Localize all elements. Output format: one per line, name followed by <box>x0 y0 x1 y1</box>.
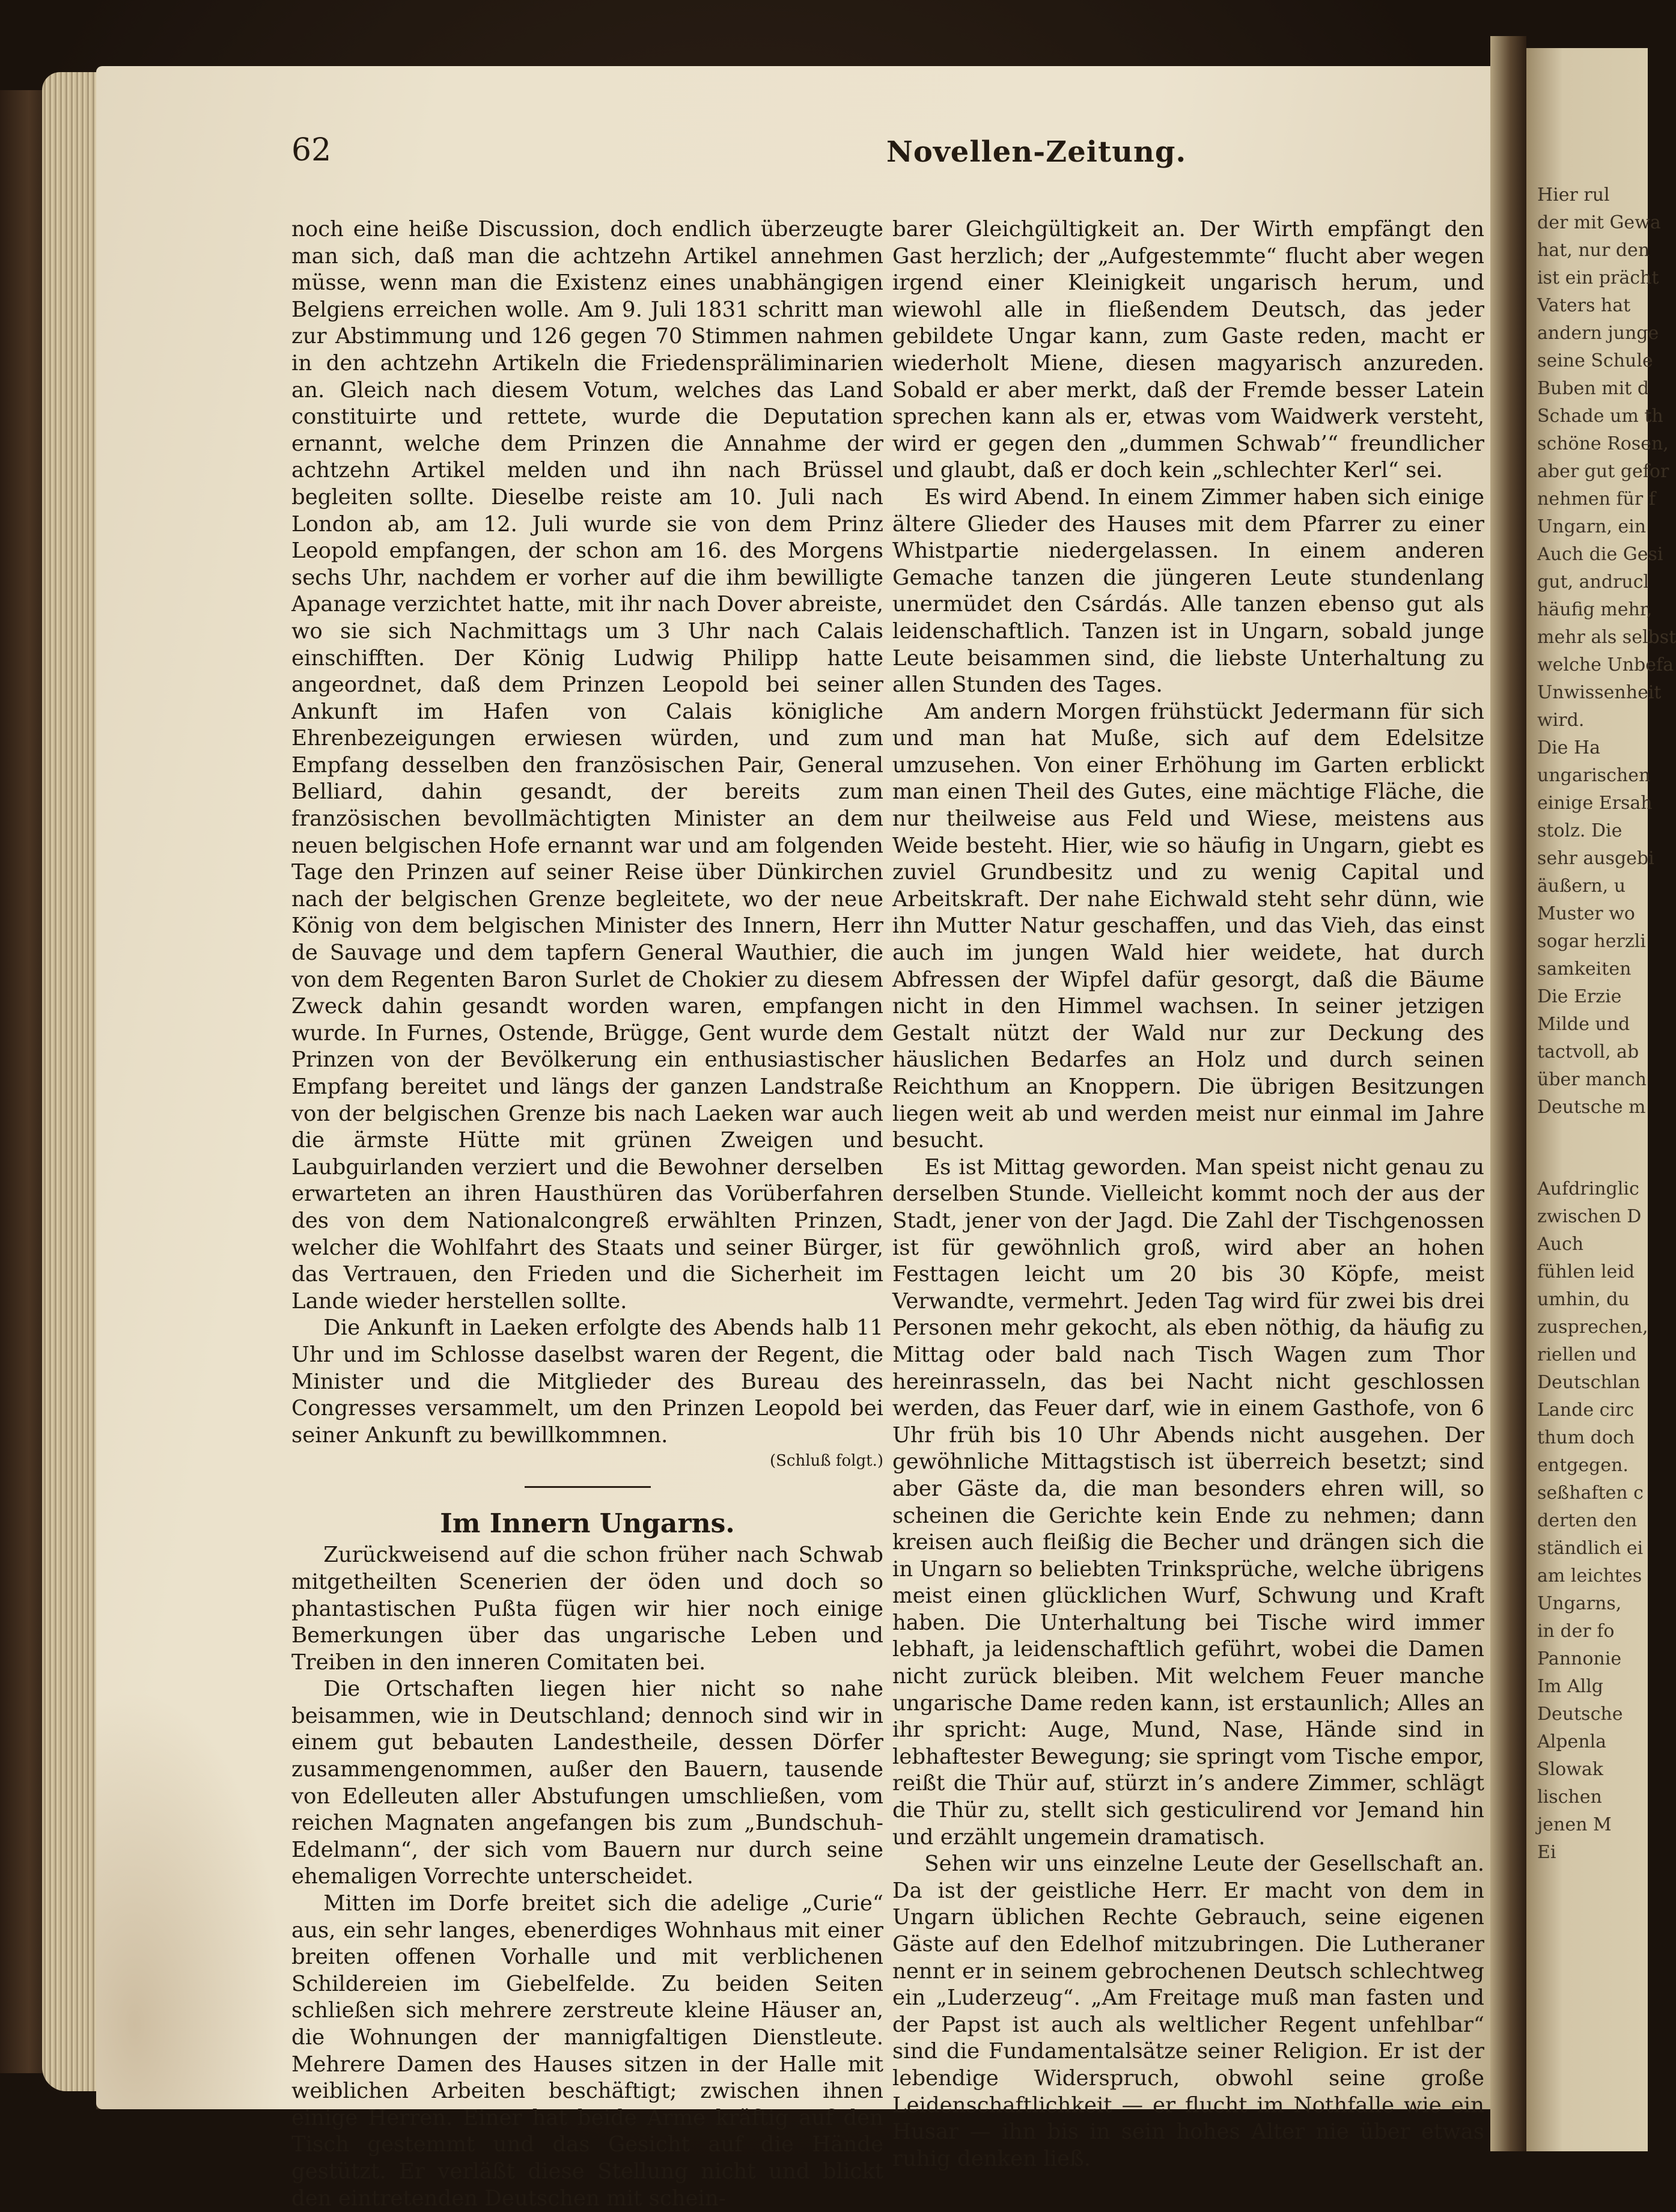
facing-page-fragment: sogar herzli <box>1537 931 1646 952</box>
facing-page-fragment: Lande circ <box>1537 1400 1635 1421</box>
facing-page-fragment: andern junge <box>1537 323 1659 344</box>
continuation-note: (Schluß folgt.) <box>769 1452 883 1470</box>
facing-page-fragment: Hier rul <box>1537 184 1610 206</box>
book-page <box>96 66 1508 2211</box>
left-paragraph: Die Ankunft in Laeken erfolgte des Abends halb 11 Uhr und im Schlosse daselbst waren der Regent, die Minister und die Mitglieder des Bureau des Congresses versammelt, um den Prinzen Leopold bei seiner Ankunft zu bewillkommnen. <box>291 1315 883 1448</box>
left-paragraph: Die Ortschaften liegen hier nicht so nahe beisammen, wie in Deutschland; dennoch sind wir in einem gut bebauten Landestheile, dessen Dörfer zusammengenommen, außer den Bauern, tausende von Edelleuten aller Abstufungen umschließen, vom reichen Magnaten angefangen bis zum „Bundschuh-Edelmann“, der sich vom Bauern nur durch seine ehemaligen Vorrechte unterscheidet. <box>291 1677 883 1889</box>
facing-page-fragment: fühlen leid <box>1537 1261 1635 1282</box>
facing-page-fragment: riellen und <box>1537 1344 1637 1365</box>
facing-page-fragment: Im Allg <box>1537 1676 1603 1697</box>
facing-page-fragment: äußern, u <box>1537 876 1626 897</box>
facing-page-fragment: Muster wo <box>1537 903 1635 924</box>
facing-page-fragment: nehmen für f <box>1537 489 1656 510</box>
facing-page-fragment: seßhaften c <box>1537 1482 1644 1504</box>
left-paragraph: Zurückweisend auf die schon früher nach Schwab mitgetheilten Scenerien der öden und doch so phantastischen Pußta fügen wir hier noch einige Bemerkungen über das ungarische Leben und Treiben in den inneren Comitaten bei. <box>291 1543 883 1675</box>
facing-page-fragment: welche Unbefa <box>1537 654 1674 675</box>
right-paragraph: Am andern Morgen frühstückt Jedermann für sich und man hat Muße, sich auf dem Edelsitze umzusehen. Von einer Erhöhung im Garten erblickt man einen Theil des Gutes, eine mächtige Fläche, die nur theilweise aus Feld und Wiese, meistens aus Weide besteht. Hier, wie so häufig in Ungarn, giebt es zuviel Grundbesitz und zu wenig Capital und Arbeitskraft. Der nahe Eichwald steht sehr dünn, wie ihn Mutter Natur geschaffen, und das Vieh, das einst auch im jungen Wald hier weidete, hat durch Abfressen der Wipfel dafür gesorgt, daß die Bäume nicht in den Himmel wachsen. In seiner jetzigen Gestalt nützt der Wald nur zur Deckung des häuslichen Bedarfes an Holz und durch seinen Reichthum an Knoppern. Die übrigen Besitzungen liegen weit ab und werden meist nur einmal im Jahre besucht. <box>892 699 1484 1153</box>
facing-page-fragment: thum doch <box>1537 1427 1635 1448</box>
section-divider <box>525 1486 651 1488</box>
facing-page-fragment: Deutsche m <box>1537 1097 1646 1118</box>
facing-page-edge <box>1526 48 1676 2151</box>
facing-page-fragment: hat, nur den <box>1537 240 1650 261</box>
facing-page-fragment: Die Ha <box>1537 737 1600 758</box>
facing-page-fragment: gut, andrucl <box>1537 571 1650 593</box>
facing-page-fragment: Die Erzie <box>1537 986 1622 1007</box>
facing-page-fragment: zwischen D <box>1537 1206 1642 1227</box>
facing-page-fragment: Auch die Gesi <box>1537 544 1663 565</box>
facing-page-fragment: samkeiten <box>1537 958 1632 980</box>
book-gutter <box>1490 36 1526 2151</box>
facing-page-fragment: aber gut gefor <box>1537 461 1669 482</box>
facing-page-fragment: mehr als selbst <box>1537 627 1676 648</box>
facing-page-fragment: schöne Rosen, <box>1537 433 1669 454</box>
facing-page-fragment: Slowak <box>1537 1759 1603 1780</box>
facing-page-fragment: Pannonie <box>1537 1648 1622 1669</box>
right-column <box>892 216 1484 2172</box>
facing-page-fragment: häufig mehr, <box>1537 599 1653 620</box>
facing-page-fragment: ungarischen <box>1537 765 1651 786</box>
facing-page-fragment: sehr ausgebi <box>1537 848 1654 869</box>
facing-page-fragment: ständlich ei <box>1537 1538 1644 1559</box>
facing-page-fragment: Milde und <box>1537 1014 1630 1035</box>
facing-page-fragment: stolz. Die <box>1537 820 1623 841</box>
facing-page-fragment: Unwissenheit <box>1537 682 1662 703</box>
right-paragraph: Es ist Mittag geworden. Man speist nicht genau zu derselben Stunde. Vielleicht kommt noch der aus der Stadt, jener von der Jagd. Die Zahl der Tischgenossen ist für gewöhnlich groß, wird aber an hohen Festtagen leicht um 20 bis 30 Köpfe, meist Verwandte, vermehrt. Jeden Tag wird für zwei bis drei Personen mehr gekocht, als eben nöthig, da häufig zu Mittag oder bald nach Tisch Wagen zum Thor hereinrasseln, das bei Nacht nicht geschlossen werden, das Feuer darf, wie in einem Gasthofe, von 6 Uhr früh bis 10 Uhr Abends nicht ausgehen. Der gewöhnliche Mittagstisch ist überreich besetzt; sind aber Gäste da, die man besonders ehren will, so scheinen die Gerichte kein Ende zu nehmen; dann kreisen auch fleißig die Becher und drängen sich die in Ungarn so beliebten Trinksprüche, welche übrigens meist einen glücklichen Wurf, Schwung und Kraft haben. Die Unterhaltung bei Tische wird immer lebhaft, ja leidenschaftlich geführt, wobei die Damen nicht zurück bleiben. Mit welchem Feuer manche ungarische Dame reden kann, ist erstaunlich; Alles an ihr spricht: Auge, Mund, Nase, Hände sind in lebhaftester Bewegung; sie springt vom Tische empor, reißt die Thür auf, stürzt in’s andere Zimmer, schlägt die Thür zu, stellt sich gesticulirend vor Jemand hin und erzählt ungemein dramatisch. <box>892 1154 1484 1850</box>
facing-page-fragment: am leichtes <box>1537 1565 1642 1586</box>
facing-page-fragment: umhin, du <box>1537 1289 1630 1310</box>
facing-page-fragment: lischen <box>1537 1787 1602 1808</box>
facing-page-fragment: jenen M <box>1537 1814 1612 1835</box>
left-paragraph: Mitten im Dorfe breitet sich die adelige „Curie“ aus, ein sehr langes, ebenerdiges Wohnhaus mit einer breiten offenen Vorhalle und mit verblichenen Schildereien im Giebelfelde. Zu beiden Seiten schließen sich mehrere zerstreute kleine Häuser an, die Wohnungen der mannigfaltigen Dienstleute. Mehrere Damen des Hauses sitzen in der Halle mit weiblichen Arbeiten beschäftigt; zwischen ihnen einige Herren. Einer hat beide Arme kräftig auf den Tisch gestemmt und das Gesicht auf die Hände gestützt. Er verläßt diese Stellung nicht und blickt den eintretenden Deutschen mit schein- <box>291 1891 883 2211</box>
facing-page-fragment: Ungarns, <box>1537 1593 1622 1614</box>
facing-page-fragment: Aufdringlic <box>1537 1178 1639 1199</box>
page-stain <box>96 1689 288 2109</box>
facing-page-fragment: Ungarn, ein <box>1537 516 1647 537</box>
book-cover-edge <box>0 90 48 2073</box>
facing-page-fragment: der mit Gewa <box>1537 212 1661 233</box>
facing-page-fragment: ist ein prächt <box>1537 267 1659 288</box>
right-paragraph: Sehen wir uns einzelne Leute der Gesellschaft an. Da ist der geistliche Herr. Er macht von dem in Ungarn üblichen Rechte Gebrauch, seine eigenen Gäste auf den Edelhof mitzubringen. Die Lutheraner nennt er in seinem gebrochenen Deutsch schlechtweg ein „Luderzeug“. „Am Freitage muß man fasten und der Papst ist auch als weltlicher Regent unfehlbar“ sind die Fundamentalsätze seiner Religion. Er ist der lebendige Widerspruch, obwohl seine große Leidenschaftlichkeit — er flucht im Nothfalle wie ein Husar — ihn bis in sein hohes Alter nie über etwas ruhig denken ließ. <box>892 1851 1484 2171</box>
facing-page-fragment: Vaters hat <box>1537 295 1631 316</box>
facing-page-fragment: zusprechen, <box>1537 1317 1648 1338</box>
facing-page-fragment: über manch <box>1537 1069 1647 1090</box>
right-paragraph: Es wird Abend. In einem Zimmer haben sich einige ältere Glieder des Hauses mit dem Pfarrer zu einer Whistpartie niedergelassen. In einem anderen Gemache tanzen die jüngeren Leute stundenlang unermüdet den Csárdás. Alle tanzen ebenso gut als leidenschaftlich. Tanzen ist in Ungarn, sobald junge Leute beisammen sind, die liebste Unterhaltung zu allen Stunden des Tages. <box>892 484 1484 698</box>
facing-page-fragment: in der fo <box>1537 1621 1615 1642</box>
facing-page-fragment: tactvoll, ab <box>1537 1041 1639 1062</box>
facing-page-fragment: Deutsche <box>1537 1704 1623 1725</box>
facing-page-fragment: einige Ersah <box>1537 793 1653 814</box>
facing-page-fragment: Auch <box>1537 1234 1584 1255</box>
section-title: Im Innern Ungarns. <box>440 1508 735 1540</box>
left-column <box>291 216 883 2212</box>
facing-page-fragment: Schade um th <box>1537 406 1663 427</box>
facing-page-fragment: Ei <box>1537 1842 1556 1863</box>
facing-page-fragment: seine Schule <box>1537 350 1653 371</box>
right-paragraph: barer Gleichgültigkeit an. Der Wirth empfängt den Gast herzlich; der „Aufgestemmte“ flucht aber wegen irgend einer Kleinigkeit ungarisch herum, und wiewohl alle in fließendem Deutsch, das jeder gebildete Ungar kann, zum Gaste reden, macht er wiederholt Miene, diesen magyarisch anzureden. Sobald er aber merkt, daß der Fremde besser Latein sprechen kann als er, etwas vom Waidwerk versteht, wird er gegen den „dummen Schwab’“ freundlicher und glaubt, daß er doch kein „schlechter Kerl“ sei. <box>892 217 1484 483</box>
facing-page-fragment: entgegen. <box>1537 1455 1629 1476</box>
page-number: 62 <box>291 132 332 168</box>
facing-page-fragment: derten den <box>1537 1510 1638 1531</box>
facing-page-fragment: wird. <box>1537 710 1585 731</box>
left-paragraph: noch eine heiße Discussion, doch endlich überzeugte man sich, daß man die achtzehn Artikel annehmen müsse, wenn man die Existenz eines unabhängigen Belgiens erreichen wolle. Am 9. Juli 1831 schritt man zur Abstimmung und 126 gegen 70 Stimmen nahmen in den achtzehn Artikeln die Friedenspräliminarien an. Gleich nach diesem Votum, welches das Land constituirte und rettete, wurde die Deputation ernannt, welche dem Prinzen die Annahme der achtzehn Artikel melden und ihn nach Brüssel begleiten sollte. Dieselbe reiste am 10. Juli nach London ab, am 12. Juli wurde sie von dem Prinz Leopold empfangen, der schon am 16. des Morgens sechs Uhr, nachdem er vorher auf die ihm bewilligte Apanage verzichtet hatte, mit ihr nach Dover abreiste, wo sie sich Nachmittags um 3 Uhr nach Calais einschifften. Der König Ludwig Philipp hatte angeordnet, daß dem Prinzen Leopold bei seiner Ankunft im Hafen von Calais königliche Ehrenbezeigungen erwiesen würden, und zum Empfang desselben den französischen Pair, General Belliard, dahin gesandt, der bereits zum französischen bevollmächtigten Minister an dem neuen belgischen Hofe ernannt war und am folgenden Tage den Prinzen auf seiner Reise über Dünkirchen nach der belgischen Grenze begleitete, wo der neue König von dem belgischen Minister des Innern, Herr de Sauvage und dem tapfern General Wauthier, die von dem Regenten Baron Surlet de Chokier zu diesem Zweck dahin gesandt worden waren, empfangen wurde. In Furnes, Ostende, Brügge, Gent wurde dem Prinzen von der Bevölkerung ein enthusiastischer Empfang bereitet und längs der ganzen Landstraße von der belgischen Grenze bis nach Laeken war auch die ärmste Hütte mit grünen Zweigen und Laubguirlanden verziert und die Bewohner derselben erwarteten an ihren Hausthüren das Vorüberfahren des von dem Nationalcongreß erwählten Prinzen, welcher die Wohlfahrt des Staats und seiner Bürger, das Vertrauen, den Frieden und die Sicherheit im Lande wieder herstellen sollte. <box>291 217 883 1314</box>
facing-page-fragment: Buben mit d <box>1537 378 1650 399</box>
journal-title: Novellen-Zeitung. <box>886 135 1187 169</box>
facing-page-fragment: Deutschlan <box>1537 1372 1641 1393</box>
facing-page-fragment: Alpenla <box>1537 1731 1607 1752</box>
